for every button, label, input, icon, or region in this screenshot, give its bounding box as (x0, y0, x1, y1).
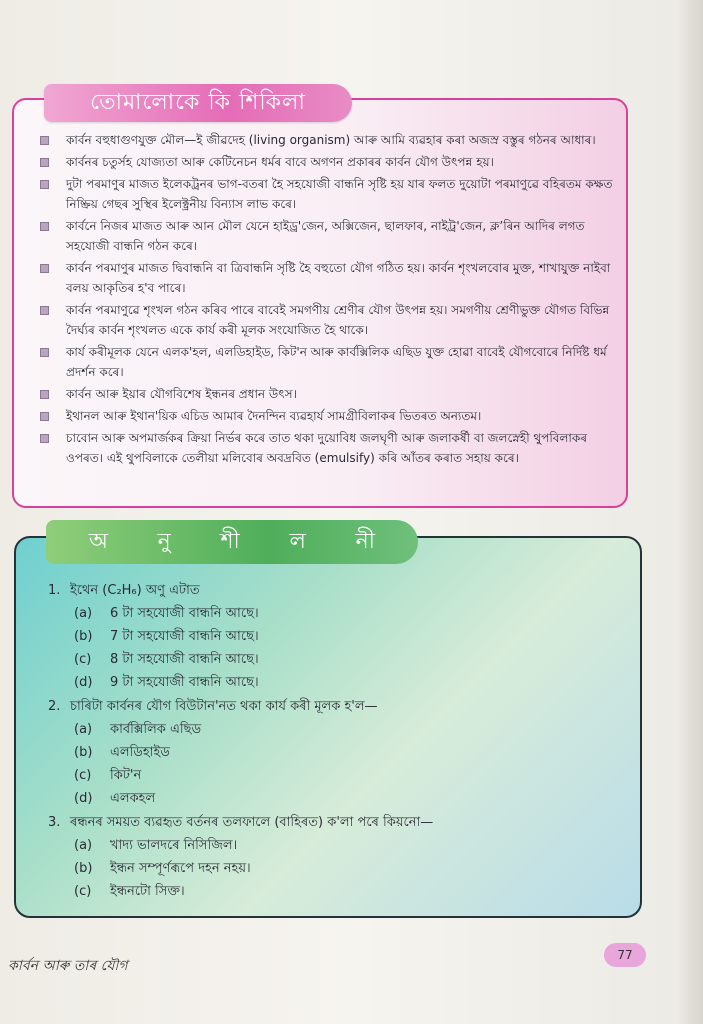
answer-option: (c) কিট'ন (74, 768, 142, 783)
square-bullet-icon (40, 180, 49, 189)
question: 2. চাৰিটা কাৰ্বনৰ যৌগ বিউটান'নত থকা কাৰ্য কৰী মূলক হ'ল— (48, 699, 378, 714)
square-bullet-icon (40, 158, 49, 167)
answer-option: (c) ইন্ধনটো সিক্ত। (74, 884, 185, 899)
question: 3. ৰন্ধনৰ সময়ত ব্যৱহৃত বৰ্তনৰ তলফালে (বাহিৰত) ক'লা পৰে কিয়নো— (48, 815, 434, 830)
exercise-list (48, 578, 608, 903)
square-bullet-icon (40, 306, 49, 315)
summary-point: দুটা পৰমাণুৰ মাজত ইলেকট্ৰনৰ ভাগ-বতৰা হৈ সহযোজী বান্ধনি সৃষ্টি হয় যাৰ ফলত দুয়োটা পৰমাণুৱে বহিৰতম কক্ষত নিষ্ক্ৰিয় গেছৰ সুস্থিৰ ইলেক্ট্ৰনীয় বিন্যাস লাভ কৰে। (40, 174, 622, 214)
summary-list (40, 130, 622, 470)
exercise-title-letter: শী (220, 528, 240, 554)
summary-point: কাৰ্বন বহুধাগুণযুক্ত মৌল—ই জীৱদেহ (living organism) আৰু আমি ব্যৱহাৰ কৰা অজস্ৰ বস্তুৰ গঠনৰ আধাৰ। (40, 130, 622, 150)
answer-option: (a) 6 টা সহযোজী বান্ধনি আছে। (74, 606, 259, 621)
answer-option: (b) এলডিহাইড (74, 745, 170, 760)
answer-option: (c) 8 টা সহযোজী বান্ধনি আছে। (74, 652, 259, 667)
square-bullet-icon (40, 136, 49, 145)
exercise-title (46, 520, 418, 564)
answer-option: (a) খাদ্য ভালদৰে নিসিজিল। (74, 838, 238, 853)
answer-option: (b) ইন্ধন সম্পূৰ্ণৰূপে দহন নহয়। (74, 861, 251, 876)
binding-shadow (677, 0, 703, 1024)
summary-point: ইথানল আৰু ইথান'য়িক এচিড আমাৰ দৈনন্দিন ব্যৱহাৰ্য সামগ্ৰীবিলাকৰ ভিতৰত অন্যতম। (40, 406, 622, 426)
chapter-footer: কাৰ্বন আৰু তাৰ যৌগ (8, 958, 128, 974)
summary-title: তোমালোকে কি শিকিলা (44, 84, 352, 122)
exercise-title-letter: অ (88, 528, 108, 554)
answer-option: (b) 7 টা সহযোজী বান্ধনি আছে। (74, 629, 259, 644)
summary-point: কাৰ্বন পৰমাণুৱে শৃংখল গঠন কৰিব পাৰে বাবেই সমগণীয় শ্ৰেণীৰ যৌগ উৎপন্ন হয়। সমগণীয় শ্ৰেণীভুক্ত যৌগত বিভিন্ন দৈৰ্ঘ্যৰ কাৰ্বন শৃংখলত একে কাৰ্য কৰী মূলক সংযোজিত হৈ থাকে। (40, 300, 622, 340)
square-bullet-icon (40, 264, 49, 273)
square-bullet-icon (40, 390, 49, 399)
answer-option: (d) 9 টা সহযোজী বান্ধনি আছে। (74, 675, 259, 690)
question: 1. ইথেন (C₂H₆) অণু এটাত (48, 583, 200, 598)
exercise-title-letter: নী (355, 528, 376, 554)
square-bullet-icon (40, 412, 49, 421)
summary-point: কাৰ্বন পৰমাণুৰ মাজত দ্বিবান্ধনি বা ত্ৰিবান্ধনি সৃষ্টি হৈ বহুতো যৌগ গঠিত হয়। কাৰ্বন শৃংখলবোৰ মুক্ত, শাখাযুক্ত নাইবা বলয় আকৃতিৰ হ'ব পাৰে। (40, 258, 622, 298)
summary-point: কাৰ্বনৰ চতুৰ্সহ যোজ্যতা আৰু কেটিনেচন ধৰ্মৰ বাবে অগণন প্ৰকাৰৰ কাৰ্বন যৌগ উৎপন্ন হয়। (40, 152, 622, 172)
summary-point: চাবোন আৰু অপমাৰ্জকৰ ক্ৰিয়া নিৰ্ভৰ কৰে তাত থকা দুয়োবিধ জলঘৃণী আৰু জলাকৰ্ষী বা জলস্নেহী থুপবিলাকৰ ওপৰত। এই থুপবিলাকে তেলীয়া মলিবোৰ অবদ্ৰবিত (emulsify) কৰি আঁতৰ কৰাত সহায় কৰে। (40, 428, 622, 468)
summary-point: কাৰ্বনে নিজৰ মাজত আৰু আন মৌল যেনে হাইড্ৰ'জেন, অক্সিজেন, ছালফাৰ, নাইট্ৰ'জেন, ক্লʼৰিন আদিৰ লগত সহযোজী বান্ধনি গঠন কৰে। (40, 216, 622, 256)
summary-point: কাৰ্য কৰীমূলক যেনে এলক'হল, এলডিহাইড, কিট'ন আৰু কাৰ্বক্সিলিক এছিড যুক্ত হোৱা বাবেই যৌগবোৰে নিৰ্দিষ্ট ধৰ্ম প্ৰদৰ্শন কৰে। (40, 342, 622, 382)
exercise-title-letter: ল (289, 528, 306, 554)
square-bullet-icon (40, 434, 49, 443)
answer-option: (a) কাৰ্বক্সিলিক এছিড (74, 722, 202, 737)
square-bullet-icon (40, 348, 49, 357)
answer-option: (d) এলকহল (74, 791, 156, 806)
square-bullet-icon (40, 222, 49, 231)
exercise-title-letter: নু (157, 528, 171, 554)
summary-point: কাৰ্বন আৰু ইয়াৰ যৌগবিশেষ ইন্ধনৰ প্ৰধান উৎস। (40, 384, 622, 404)
page-number: 77 (604, 943, 646, 967)
